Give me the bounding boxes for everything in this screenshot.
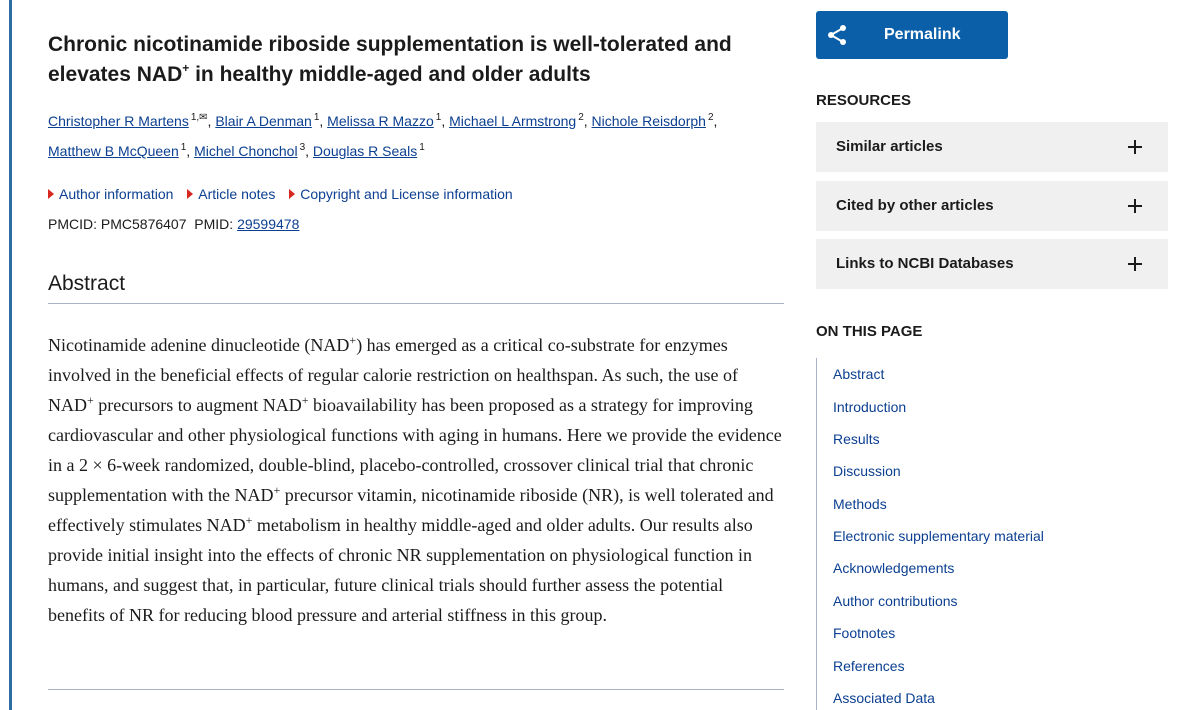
on-this-page-nav — [816, 358, 1167, 710]
plus-icon — [1128, 199, 1142, 213]
pmid-link[interactable]: 29599478 — [237, 216, 300, 232]
abstract-superscript: + — [301, 393, 309, 407]
toc-link-introduction[interactable]: Introduction — [833, 399, 907, 415]
toc-link-results[interactable]: Results — [833, 431, 880, 447]
abstract-superscript: + — [349, 333, 357, 347]
triangle-right-icon — [187, 189, 193, 199]
toc-link-discussion[interactable]: Discussion — [833, 463, 901, 479]
toc-link-acknowledgements[interactable]: Acknowledgements — [833, 560, 955, 576]
abstract-fragment: precursor vitamin, nicotinamide riboside (NR), is well tolerated and effectively stimulates NAD — [48, 485, 774, 535]
toc-link-author-contributions[interactable]: Author contributions — [833, 593, 958, 609]
author-link[interactable]: Blair A Denman — [215, 113, 312, 129]
title-superscript: + — [182, 61, 190, 75]
cited-by-accordion[interactable] — [816, 181, 1168, 231]
abstract-fragment: ) has emerged as a critical co-substrate for enzymes involved in the beneficial effects of regular calorie restriction on healthspan. As such, the use of NAD — [48, 335, 738, 415]
copyright-license-toggle[interactable] — [289, 186, 512, 202]
abstract-heading: Abstract — [48, 271, 784, 304]
pmid-label: PMID: — [194, 216, 238, 232]
toc-link-methods[interactable]: Methods — [833, 496, 887, 512]
abstract-superscript: + — [245, 513, 253, 527]
section-divider — [48, 689, 784, 690]
abstract-superscript: + — [87, 393, 94, 407]
author-affiliation: 3 — [299, 142, 306, 153]
article-title — [48, 30, 768, 90]
article-info-links — [48, 184, 523, 204]
ncbi-databases-accordion[interactable] — [816, 239, 1168, 289]
author-link[interactable]: Melissa R Mazzo — [327, 113, 434, 129]
author-link[interactable]: Douglas R Seals — [312, 143, 418, 159]
toc-link-associated-data[interactable]: Associated Data — [833, 690, 935, 706]
accordion-label: Similar articles — [836, 138, 943, 155]
info-link-label: Author information — [59, 186, 174, 202]
author-link[interactable]: Christopher R Martens — [48, 113, 189, 129]
author-affiliation: 2 — [707, 112, 714, 123]
abstract-fragment: Nicotinamide adenine dinucleotide (NAD — [48, 335, 350, 355]
author-affiliation: 1,✉ — [190, 112, 208, 123]
author-affiliation: 1 — [435, 112, 442, 123]
plus-icon — [1128, 140, 1142, 154]
title-text-2: in healthy middle-aged and older adults — [189, 63, 591, 86]
author-link[interactable]: Matthew B McQueen — [48, 143, 179, 159]
abstract-text — [48, 330, 784, 630]
info-link-label: Copyright and License information — [300, 186, 513, 202]
resources-heading: RESOURCES — [816, 92, 912, 109]
abstract-fragment: metabolism in healthy middle-aged and older adults. Our results also provide initial insight into the effects of chronic NR supplementation on physiological function in humans, and suggest that, in particular, future clinical trials should further assess the potential benefits of NR for reducing blood pressure and arterial stiffness in this group. — [48, 515, 753, 625]
author-information-toggle[interactable] — [48, 186, 173, 202]
share-icon — [826, 24, 848, 46]
abstract-superscript: + — [273, 483, 281, 497]
author-affiliation: 1 — [313, 112, 320, 123]
title-text-1: Chronic nicotinamide riboside supplementation is well-tolerated and elevates NAD — [48, 33, 732, 86]
article-identifiers — [48, 214, 299, 234]
author-link[interactable]: Michel Chonchol — [194, 143, 298, 159]
toc-link-footnotes[interactable]: Footnotes — [833, 625, 896, 641]
triangle-right-icon — [48, 189, 54, 199]
toc-link-abstract[interactable]: Abstract — [833, 366, 885, 382]
article-notes-toggle[interactable] — [187, 186, 275, 202]
info-link-label: Article notes — [198, 186, 276, 202]
toc-link-supplementary[interactable]: Electronic supplementary material — [833, 528, 1044, 544]
triangle-right-icon — [289, 189, 295, 199]
on-this-page-heading: ON THIS PAGE — [816, 323, 923, 340]
accordion-label: Cited by other articles — [836, 197, 994, 214]
permalink-label: Permalink — [884, 26, 961, 43]
author-affiliation: 2 — [578, 112, 584, 123]
permalink-button[interactable] — [816, 11, 1008, 59]
author-link[interactable]: Michael L Armstrong — [449, 113, 577, 129]
left-accent-rule — [9, 0, 12, 710]
accordion-label: Links to NCBI Databases — [836, 255, 1014, 272]
author-list: Christopher R Martens $^{1,✉}$, Blair A Denman $^1$, Melissa R Mazzo $^1$, Michael L Armstrong $^2$, Nichole Reisdorph $^2$, Matthew B McQueen $^1$, Michel Chonchol $^3$, Douglas R Seals $^1$ — [48, 112, 718, 159]
pmcid: PMCID: PMC5876407 — [48, 216, 187, 232]
plus-icon — [1128, 257, 1142, 271]
author-affiliation: 1 — [419, 142, 425, 153]
abstract-fragment: precursors to augment NAD — [93, 395, 302, 415]
toc-link-references[interactable]: References — [833, 658, 905, 674]
abstract-fragment: bioavailability has been proposed as a strategy for improving cardiovascular and other physiological functions with aging in humans. Here we provide the evidence in a 2 × 6-week randomized, double-blind, placebo-controlled, crossover clinical trial that chronic supplementation with the NAD — [48, 395, 782, 505]
similar-articles-accordion[interactable] — [816, 122, 1168, 172]
author-link[interactable]: Nichole Reisdorph — [591, 113, 706, 129]
author-affiliation: 1 — [180, 142, 187, 153]
